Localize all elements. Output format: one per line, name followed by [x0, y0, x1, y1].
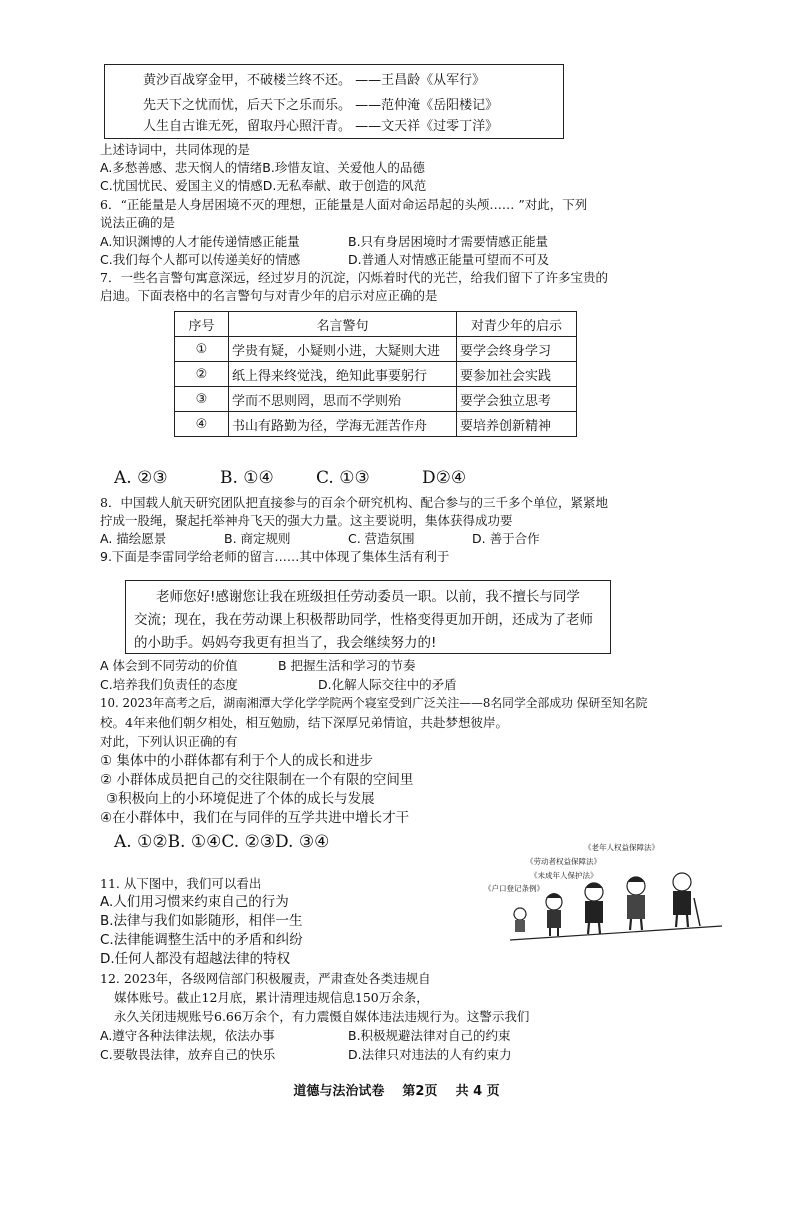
- q6-option-d: D.普通人对情感正能量可望而不可及: [348, 252, 550, 267]
- people-figures-icon: [508, 842, 724, 942]
- q11-option-d: D.任何人都没有超越法律的特权: [100, 951, 291, 967]
- q10-item-1: ① 集体中的小群体都有利于个人的成长和进步: [100, 753, 373, 769]
- table-row: [175, 337, 577, 362]
- q9-option-a: A 体会到不同劳动的价值: [100, 658, 238, 673]
- q10-stem-2: 校。4年来他们朝夕相处，相互勉励，结下深厚兄弟情谊，共赴梦想彼岸。: [100, 715, 508, 730]
- q12-option-c: C.要敬畏法律，放弃自己的快乐: [100, 1047, 276, 1062]
- header-maxim: 名言警句: [229, 312, 457, 337]
- law-title-elderly: 《老年人权益保障法》: [584, 843, 659, 852]
- q7-stem-1: 7．一些名言警句寓意深远，经过岁月的沉淀，闪烁着时代的光芒，给我们留下了许多宝贵的: [100, 270, 608, 285]
- q10-options: A. ①②B. ①④C. ②③D. ③④: [114, 832, 330, 852]
- row-lesson: 要学会终身学习: [457, 337, 577, 362]
- poem-line-2: 先天下之忧而忧，后天下之乐而乐。 ——范仲淹《岳阳楼记》: [143, 98, 499, 113]
- q10-item-3: ③积极向上的小环境促进了个体的成长与发展: [106, 791, 375, 807]
- q5-stem: 上述诗词中，共同体现的是: [100, 142, 251, 157]
- message-line-2: 交流；现在，我在劳动课上积极帮助同学，性格变得更加开朗，还成为了老师: [134, 612, 593, 628]
- table-row: [175, 412, 577, 437]
- q12-option-b: B.积极规避法律对自己的约束: [348, 1028, 511, 1043]
- law-illustration: [484, 842, 724, 942]
- row-maxim: 学贵有疑，小疑则小进，大疑则大进: [229, 337, 457, 362]
- q12-option-d: D.法律只对违法的人有约束力: [348, 1047, 512, 1062]
- row-lesson: 要参加社会实践: [457, 362, 577, 387]
- row-lesson: 要培养创新精神: [457, 412, 577, 437]
- q7-stem-2: 启迪。下面表格中的名言警句与对青少年的启示对应正确的是: [100, 288, 438, 303]
- q12-stem-2: 媒体账号。截止12月底，累计清理违规信息150万余条，: [114, 990, 429, 1005]
- q8-option-b: B. 商定规则: [224, 531, 291, 546]
- q5-options-cd: C.忧国忧民、爱国主义的情感D.无私奉献、敢于创造的风范: [100, 178, 427, 193]
- table-row: [175, 362, 577, 387]
- q7-option-b: B. ①④: [220, 468, 274, 488]
- law-title-household: 《户口登记条例》: [484, 884, 544, 893]
- q8-stem-2: 拧成一股绳，聚起托举神舟飞天的强大力量。这主要说明，集体获得成功要: [100, 513, 513, 528]
- q11-option-b: B.法律与我们如影随形，相伴一生: [100, 913, 303, 929]
- q12-stem-1: 12. 2023年，各级网信部门积极履责，严肃查处各类违规自: [100, 971, 431, 986]
- page-footer: 道德与法治试卷 第2页 共 4 页: [293, 1084, 500, 1099]
- row-maxim: 纸上得来终觉浅，绝知此事要躬行: [229, 362, 457, 387]
- q8-option-d: D. 善于合作: [472, 531, 540, 546]
- q9-option-d: D.化解人际交往中的矛盾: [318, 677, 457, 692]
- poem-line-1: 黄沙百战穿金甲，不破楼兰终不还。 ——王昌龄《从军行》: [143, 73, 486, 88]
- q6-stem-1: 6．“正能量是人身居困境不灭的理想，正能量是人面对命运昂起的头颅…… ”对此，下列: [100, 197, 588, 212]
- q7-option-c: C. ①③: [316, 468, 370, 488]
- q8-option-c: C. 营造氛围: [348, 531, 415, 546]
- q6-option-a: A.知识渊博的人才能传递情感正能量: [100, 234, 300, 249]
- q6-option-b: B.只有身居困境时才需要情感正能量: [348, 234, 549, 249]
- q10-stem-3: 对此，下列认识正确的有: [100, 734, 238, 749]
- q5-options-ab: A.多愁善感、悲天悯人的情绪B.珍惜友谊、关爱他人的品德: [100, 160, 425, 175]
- message-box: [125, 580, 611, 654]
- table-row: [175, 387, 577, 412]
- q7-option-d: D②④: [422, 468, 467, 488]
- q6-stem-2: 说法正确的是: [100, 215, 176, 230]
- row-lesson: 要学会独立思考: [457, 387, 577, 412]
- q9-option-c: C.培养我们负责任的态度: [100, 677, 238, 692]
- row-index: ③: [175, 387, 229, 412]
- q12-stem-3: 永久关闭违规账号6.66万余个，有力震慑自媒体违法违规行为。这警示我们: [114, 1009, 530, 1024]
- poem-line-3: 人生自古谁无死，留取丹心照汗青。 ——文天祥《过零丁洋》: [143, 119, 499, 134]
- maxim-table: [174, 311, 577, 437]
- q10-item-4: ④在小群体中，我们在与同伴的互学共进中增长才干: [100, 810, 410, 826]
- q11-option-a: A.人们用习惯来约束自己的行为: [100, 894, 289, 910]
- row-maxim: 书山有路勤为径，学海无涯苦作舟: [229, 412, 457, 437]
- q11-option-c: C.法律能调整生活中的矛盾和纠纷: [100, 932, 303, 948]
- message-line-3: 的小助手。妈妈夸我更有担当了，我会继续努力的!: [134, 635, 437, 651]
- header-index: 序号: [175, 312, 229, 337]
- q12-option-a: A.遵守各种法律法规，依法办事: [100, 1028, 275, 1043]
- q6-option-c: C.我们每个人都可以传递美好的情感: [100, 252, 301, 267]
- row-index: ④: [175, 412, 229, 437]
- message-line-1: 老师您好!感谢您让我在班级担任劳动委员一职。以前，我不擅长与同学: [156, 589, 580, 605]
- q10-stem-1: 10. 2023年高考之后，湖南湘潭大学化学学院两个寝室受到广泛关注——8名同学全部成功 保研至知名院: [100, 696, 648, 710]
- q8-stem-1: 8．中国载人航天研究团队把直接参与的百余个研究机构、配合参与的三千多个单位，紧紧地: [100, 495, 608, 510]
- q7-option-a: A. ②③: [114, 468, 168, 488]
- law-title-labor: 《劳动者权益保障法》: [526, 857, 601, 866]
- row-index: ②: [175, 362, 229, 387]
- header-lesson: 对青少年的启示: [457, 312, 577, 337]
- q10-item-2: ② 小群体成员把自己的交往限制在一个有限的空间里: [100, 772, 414, 788]
- q8-option-a: A. 描绘愿景: [100, 531, 167, 546]
- q9-stem: 9.下面是李雷同学给老师的留言……其中体现了集体生活有利于: [100, 549, 450, 564]
- q9-option-b: B 把握生活和学习的节奏: [278, 658, 416, 673]
- table-header-row: [175, 312, 577, 337]
- law-title-minor: 《未成年人保护法》: [530, 871, 598, 880]
- row-maxim: 学而不思则罔，思而不学则殆: [229, 387, 457, 412]
- poem-box: [104, 64, 564, 139]
- q11-stem: 11. 从下图中，我们可以看出: [100, 876, 262, 891]
- row-index: ①: [175, 337, 229, 362]
